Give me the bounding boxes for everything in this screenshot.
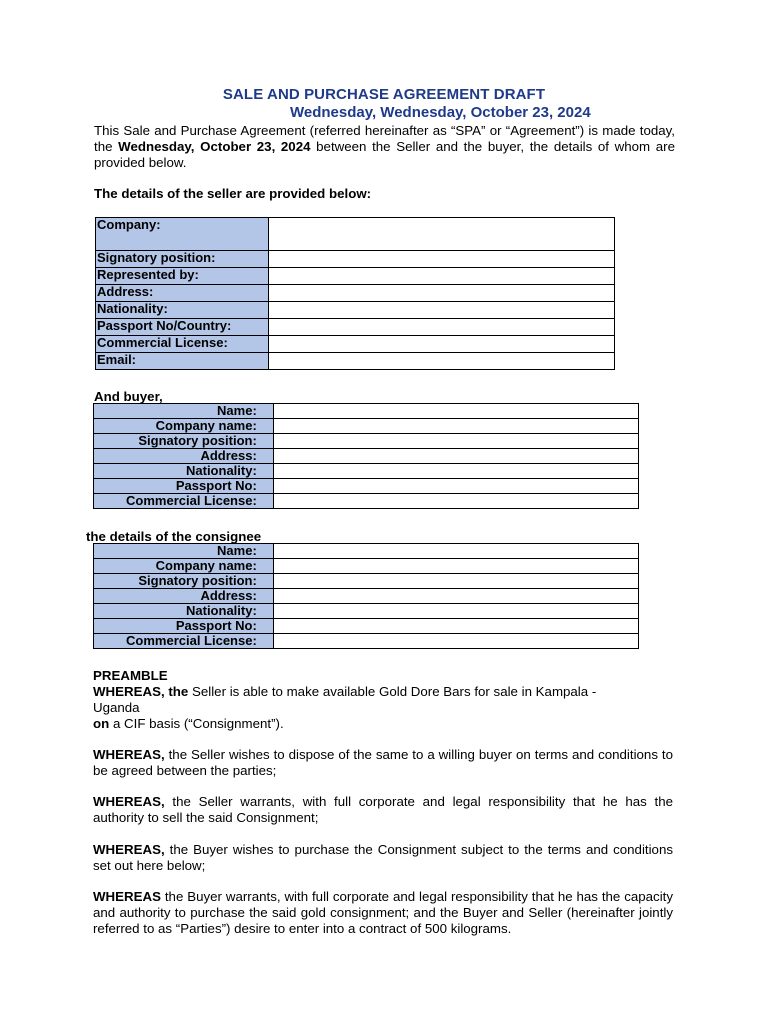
consignee-name-field[interactable] xyxy=(273,544,638,559)
intro-text-2: between the Seller and the buyer, the details of whom are provided below. xyxy=(94,139,675,170)
whereas-5-lead: WHEREAS xyxy=(93,889,161,904)
seller-label-passport: Passport No/Country: xyxy=(96,319,269,336)
consignee-label-passport: Passport No: xyxy=(94,619,274,634)
consignee-label-nationality: Nationality: xyxy=(94,604,274,619)
consignee-label-name: Name: xyxy=(94,544,274,559)
whereas-3 xyxy=(93,794,673,826)
preamble-heading: PREAMBLE xyxy=(93,668,168,683)
seller-label-email: Email: xyxy=(96,353,269,370)
whereas-4 xyxy=(93,842,673,874)
buyer-label-address: Address: xyxy=(94,449,274,464)
buyer-address-field[interactable] xyxy=(273,449,638,464)
seller-company-field[interactable] xyxy=(268,218,614,251)
seller-label-represented: Represented by: xyxy=(96,268,269,285)
consignee-label-signatory: Signatory position: xyxy=(94,574,274,589)
buyer-heading: And buyer, xyxy=(94,389,163,404)
consignee-signatory-field[interactable] xyxy=(273,574,638,589)
seller-heading: The details of the seller are provided below: xyxy=(94,186,372,201)
seller-label-nationality: Nationality: xyxy=(96,302,269,319)
seller-license-field[interactable] xyxy=(268,336,614,353)
buyer-label-company: Company name: xyxy=(94,419,274,434)
seller-represented-field[interactable] xyxy=(268,268,614,285)
buyer-label-license: Commercial License: xyxy=(94,494,274,509)
consignee-license-field[interactable] xyxy=(273,634,638,649)
whereas-2 xyxy=(93,747,673,779)
whereas-1b-lead: on xyxy=(93,716,110,731)
buyer-nationality-field[interactable] xyxy=(273,464,638,479)
whereas-5-text: the Buyer warrants, with full corporate and legal responsibility that he has the capacity and authority to purchase the said gold consignment; and the Buyer and Seller (hereinafter jointly referred to as “Parties”) desire to enter into a contract of 500 kilograms. xyxy=(93,889,673,936)
whereas-1b xyxy=(93,716,674,732)
document-title: SALE AND PURCHASE AGREEMENT DRAFT xyxy=(222,86,546,103)
document-date: Wednesday, Wednesday, October 23, 2024 xyxy=(290,104,591,121)
consignee-nationality-field[interactable] xyxy=(273,604,638,619)
consignee-label-company: Company name: xyxy=(94,559,274,574)
consignee-passport-field[interactable] xyxy=(273,619,638,634)
seller-label-address: Address: xyxy=(96,285,269,302)
whereas-3-text: the Seller warrants, with full corporate and legal responsibility that he has the authority to sell the said Consignment; xyxy=(93,794,673,825)
seller-passport-field[interactable] xyxy=(268,319,614,336)
whereas-1b-text: a CIF basis (“Consignment”). xyxy=(109,716,284,731)
seller-email-field[interactable] xyxy=(268,353,614,370)
seller-nationality-field[interactable] xyxy=(268,302,614,319)
seller-label-company: Company: xyxy=(96,218,269,251)
whereas-1-lead: WHEREAS, the xyxy=(93,684,189,699)
seller-address-field[interactable] xyxy=(268,285,614,302)
whereas-2-lead: WHEREAS, xyxy=(93,747,165,762)
whereas-4-text: the Buyer wishes to purchase the Consignment subject to the terms and conditions set out here below; xyxy=(93,842,673,873)
consignee-label-license: Commercial License: xyxy=(94,634,274,649)
buyer-label-name: Name: xyxy=(94,404,274,419)
buyer-table xyxy=(93,403,639,509)
buyer-license-field[interactable] xyxy=(273,494,638,509)
buyer-company-field[interactable] xyxy=(273,419,638,434)
whereas-1-text: Seller is able to make available Gold Dore Bars for sale in Kampala - Uganda xyxy=(93,684,597,715)
buyer-label-nationality: Nationality: xyxy=(94,464,274,479)
consignee-company-field[interactable] xyxy=(273,559,638,574)
buyer-name-field[interactable] xyxy=(273,404,638,419)
buyer-label-signatory: Signatory position: xyxy=(94,434,274,449)
buyer-signatory-field[interactable] xyxy=(273,434,638,449)
seller-signatory-field[interactable] xyxy=(268,251,614,268)
intro-text-1: This Sale and Purchase Agreement (referred hereinafter as “SPA” or “Agreement”) is made today, the xyxy=(94,123,675,154)
consignee-table xyxy=(93,543,639,649)
whereas-1 xyxy=(93,684,638,716)
seller-label-signatory: Signatory position: xyxy=(96,251,269,268)
buyer-passport-field[interactable] xyxy=(273,479,638,494)
seller-label-license: Commercial License: xyxy=(96,336,269,353)
whereas-3-lead: WHEREAS, xyxy=(93,794,165,809)
seller-table xyxy=(95,217,615,370)
intro-date: Wednesday, October 23, 2024 xyxy=(118,139,311,154)
whereas-2-text: the Seller wishes to dispose of the same to a willing buyer on terms and conditions to be agreed between the parties; xyxy=(93,747,673,778)
consignee-label-address: Address: xyxy=(94,589,274,604)
intro-paragraph xyxy=(94,123,675,171)
consignee-address-field[interactable] xyxy=(273,589,638,604)
consignee-heading: the details of the consignee xyxy=(86,529,262,544)
whereas-5 xyxy=(93,889,673,937)
buyer-label-passport: Passport No: xyxy=(94,479,274,494)
whereas-4-lead: WHEREAS, xyxy=(93,842,165,857)
